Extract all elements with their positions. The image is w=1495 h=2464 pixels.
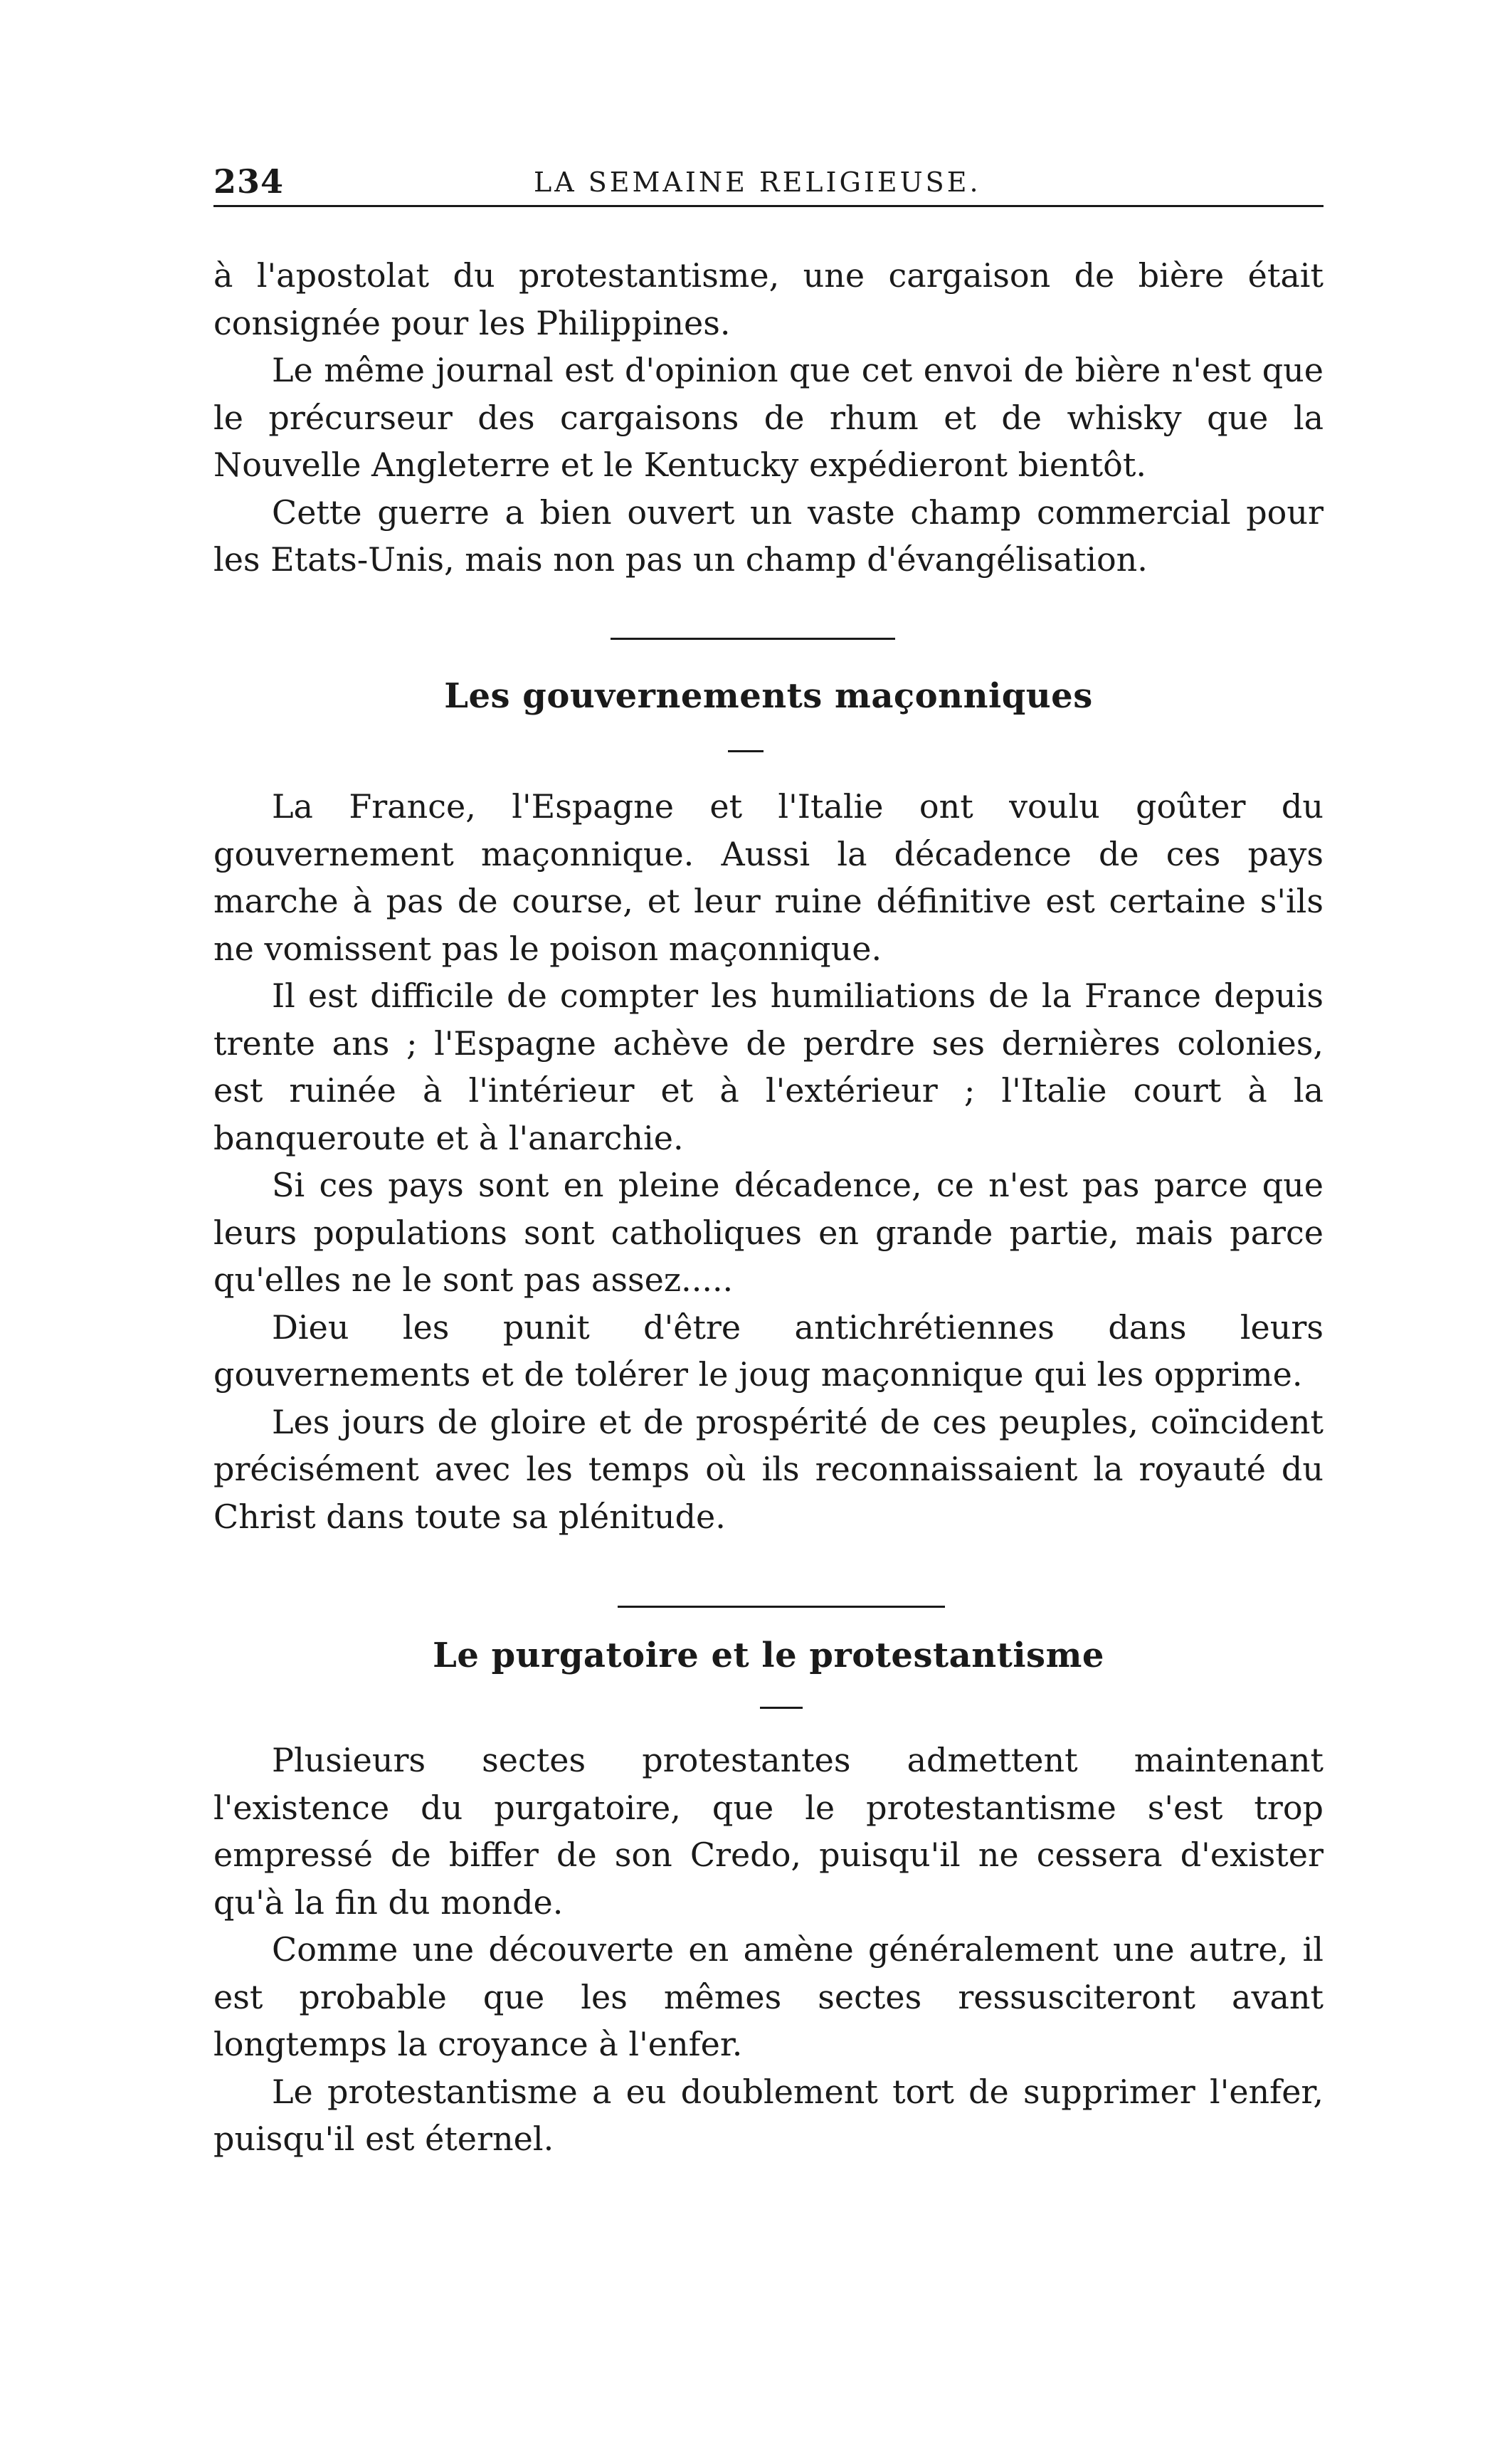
paragraph: Le même journal est d'opinion que cet envoi de bière n'est que le précurseur des cargaisons de rhum et de whisky que la Nouvelle Angleterre et le Kentucky expédieront bientôt. — [213, 351, 1324, 484]
section-divider — [611, 638, 895, 640]
paragraph: Comme une découverte en amène généralement une autre, il est probable que les mêmes sectes ressusciteront avant longtemps la croyance à l'enfer. — [213, 1930, 1324, 2063]
paragraph: Les jours de gloire et de prospérité de ces peuples, coïncident précisément avec les temps où ils reconnaissaient la royauté du Christ dans toute sa plénitude. — [213, 1402, 1324, 1536]
paragraph: Si ces pays sont en pleine décadence, ce n'est pas parce que leurs populations sont catholiques en grande partie, mais parce qu'elles ne le sont pas assez..... — [213, 1166, 1324, 1299]
paragraph: La France, l'Espagne et l'Italie ont voulu goûter du gouvernement maçonnique. Aussi la décadence de ces pays marche à pas de course, et leur ruine définitive est certaine s'ils ne vomissent pas le poison maçonnique. — [213, 787, 1324, 968]
header-rule — [213, 205, 1324, 207]
paragraph: à l'apostolat du protestantisme, une cargaison de bière était consignée pour les Philippines. — [213, 256, 1324, 342]
section-title: Le purgatoire et le protestantisme — [433, 1636, 1104, 1675]
section-text — [213, 783, 1324, 1540]
section-text — [213, 1737, 1324, 2163]
paragraph: Le protestantisme a eu doublement tort de supprimer l'enfer, puisqu'il est éternel. — [213, 2072, 1324, 2158]
paragraph: Plusieurs sectes protestantes admettent maintenant l'existence du purgatoire, que le protestantisme s'est trop empressé de biffer de son Credo, puisqu'il ne cessera d'exister qu'à la fin du monde. — [213, 1741, 1324, 1922]
paragraph: Cette guerre a bien ouvert un vaste champ commercial pour les Etats-Unis, mais non pas un champ d'évangélisation. — [213, 493, 1324, 579]
paragraph: Il est difficile de compter les humiliations de la France depuis trente ans ; l'Espagne achève de perdre ses dernières colonies, est ruinée à l'intérieur et à l'extérieur ; l'Italie court à la banqueroute et à l'anarchie. — [213, 976, 1324, 1157]
intro-text — [213, 252, 1324, 584]
running-title: LA SEMAINE RELIGIEUSE. — [534, 167, 981, 198]
title-dash — [728, 750, 764, 752]
paragraph: Dieu les punit d'être antichrétiennes dans leurs gouvernements et de tolérer le joug maçonnique qui les opprime. — [213, 1307, 1324, 1394]
page-number: 234 — [213, 162, 285, 201]
section-divider — [618, 1606, 945, 1608]
section-title: Les gouvernements maçonniques — [444, 676, 1093, 716]
title-dash — [760, 1707, 803, 1709]
